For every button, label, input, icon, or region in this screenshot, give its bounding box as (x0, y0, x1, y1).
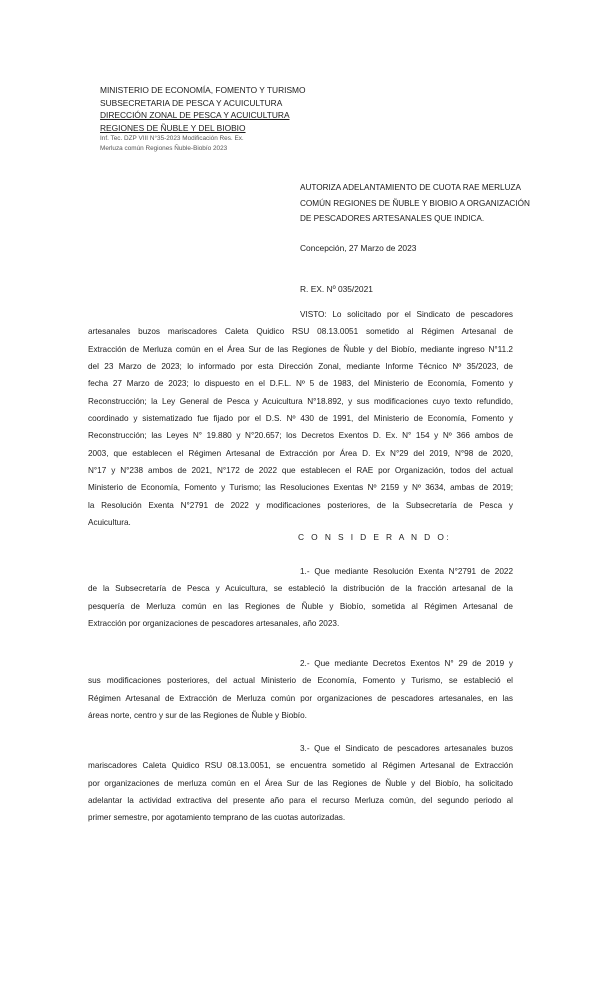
visto-paragraph (88, 306, 513, 531)
considerando-item-1 (88, 563, 513, 632)
visto-line: Reconstrucción; las Leyes N° 19.880 y N°20.657; los Decretos Exentos D. Ex. N° 154 y Nº 366 ambos de (88, 431, 513, 441)
header-direccion-zonal: DIRECCIÓN ZONAL DE PESCA Y ACUICULTURA (100, 110, 290, 121)
visto-line: N°17 y N°238 ambos de 2021, N°172 de 2022 que establecen el RAE por Organización, todos del actual (88, 466, 513, 476)
considerando-line: pesquería de Merluza común en las Regiones de Ñuble y Biobío, sometida al Régimen Artesanal de (88, 601, 513, 611)
visto-line: 2003, que establecen el Régimen Artesanal de Extracción por Área D. Ex N°29 del 2019, N°98 de 2020, (88, 448, 513, 458)
header-ministry: MINISTERIO DE ECONOMÍA, FOMENTO Y TURISMO (100, 85, 306, 95)
document-date: Concepción, 27 Marzo de 2023 (300, 243, 417, 253)
header-subsecretaria: SUBSECRETARIA DE PESCA Y ACUICULTURA (100, 97, 283, 108)
considerando-line: de la Subsecretaría de Pesca y Acuicultura, se estableció la distribución de la fracción artesanal de la (88, 584, 513, 594)
visto-line: la Resolución Exenta N°2791 de 2022 y modificaciones posteriores, de la Subsecretaría de Pesca y (88, 500, 513, 510)
considerando-line: primer semestre, por agotamiento temprano de las cuotas autorizadas. (88, 813, 346, 823)
considerando-line: mariscadores Caleta Quidico RSU 08.13.0051, se encuentra sometido al Régimen Artesanal de Extracción (88, 761, 513, 771)
considerando-heading: C O N S I D E R A N D O: (298, 532, 451, 542)
considerando-line: adelantar la actividad extractiva del presente año para el recurso Merluza común, del segundo periodo al (88, 796, 513, 806)
visto-line: Reconstrucción; la Ley General de Pesca y Acuicultura N°18.892, y sus modificaciones cuyo texto refundido, (88, 396, 513, 406)
visto-line: fecha 27 Marzo de 2023; lo dispuesto en el D.F.L. Nº 5 de 1983, del Ministerio de Economía, Fomento y (88, 379, 513, 389)
considerando-line: 1.- Que mediante Resolución Exenta N°2791 de 2022 (300, 567, 513, 576)
visto-line: del 23 Marzo de 2023; lo informado por esta Dirección Zonal, mediante Informe Técnico Nº 35/2023, de (88, 362, 513, 372)
visto-line: Extracción de Merluza común en el Área Sur de las Regiones de Ñuble y del Biobío, mediante ingreso N°11.2 (88, 344, 513, 354)
visto-line: Ministerio de Economía, Fomento y Turismo; las Resoluciones Exentas Nº 2159 y Nº 3634, ambas de 2019; (88, 483, 513, 493)
considerando-line: 2.- Que mediante Decretos Exentos N° 29 de 2019 y (300, 659, 513, 668)
header-regiones: REGIONES DE ÑUBLE Y DEL BIOBIO (100, 122, 246, 133)
header-reference-2: Merluza común Regiones Ñuble-Biobío 2023 (100, 144, 228, 152)
title-line: AUTORIZA ADELANTAMIENTO DE CUOTA RAE MERLUZA (300, 183, 521, 192)
considerando-line: Régimen Artesanal de Extracción de Merluza común por organizaciones de pescadores artesanales, en las (88, 693, 513, 703)
issuer-header (100, 84, 306, 153)
visto-line: coordinado y sistematizado fue fijado por el D.S. Nº 430 de 1991, del Ministerio de Economía, Fomento y (88, 414, 513, 424)
considerando-line: áreas norte, centro y sur de las Regiones de Ñuble y Biobío. (88, 711, 307, 721)
considerando-line: por organizaciones de merluza común en el Área Sur de las Regiones de Ñuble y del Biobío, ha solicitado (88, 778, 513, 788)
visto-line: Acuicultura. (88, 518, 131, 528)
considerando-item-2 (88, 655, 513, 724)
considerando-line: sus modificaciones posteriores, del actual Ministerio de Economía, Fomento y Turismo, se estableció el (88, 676, 513, 686)
visto-line: VISTO: Lo solicitado por el Sindicato de pescadores (300, 310, 513, 319)
title-line: DE PESCADORES ARTESANALES QUE INDICA. (300, 214, 485, 223)
title-line: COMÚN REGIONES DE ÑUBLE Y BIOBIO A ORGANIZACIÓN (300, 198, 530, 208)
considerando-item-3 (88, 740, 513, 827)
resolution-title (300, 180, 545, 227)
considerando-line: Extracción por organizaciones de pescadores artesanales, año 2023. (88, 619, 340, 629)
visto-line: artesanales buzos mariscadores Caleta Quidico RSU 08.13.0051 sometido al Régimen Artesanal de (88, 327, 513, 337)
resolution-number: R. EX. Nº 035/2021 (300, 284, 373, 294)
considerando-line: 3.- Que el Sindicato de pescadores artesanales buzos (300, 744, 513, 753)
header-reference-1: Inf. Tec. DZP VIII N°35-2023 Modificación Res. Ex. (100, 135, 244, 143)
